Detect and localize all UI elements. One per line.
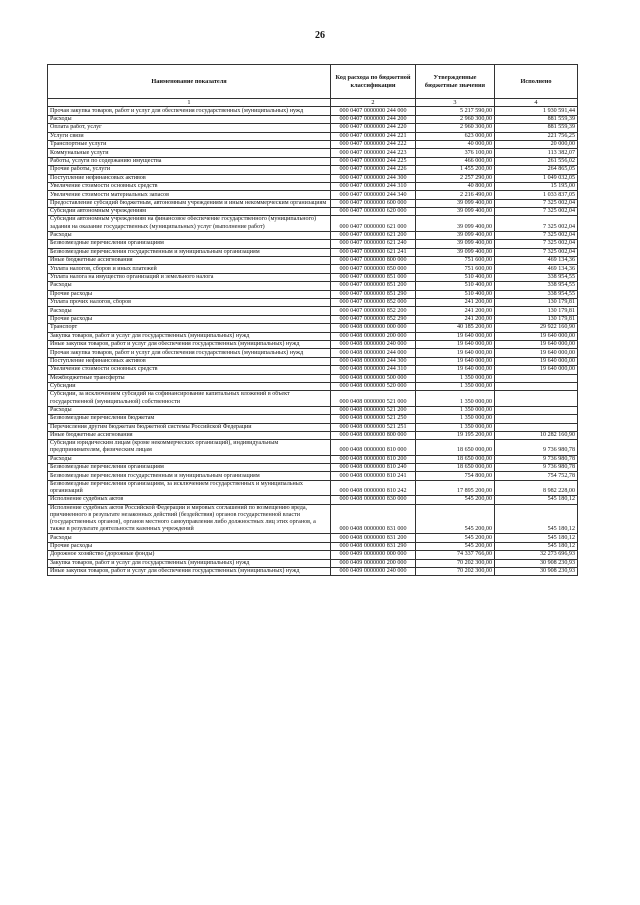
row-name: Иные бюджетные ассигнования [48, 257, 331, 265]
table-row [48, 423, 578, 431]
row-approved: 510 400,00 [416, 282, 495, 290]
row-name: Увеличение стоимости основных средств [48, 182, 331, 190]
row-approved: 2 960 300,00 [416, 115, 495, 123]
row-code: 000 0408 0000000 831 200 [331, 534, 416, 542]
row-executed: 7 325 002,04 [495, 248, 578, 256]
row-executed: 7 325 002,04 [495, 208, 578, 216]
table-row [48, 464, 578, 472]
row-name: Прочая закупка товаров, работ и услуг для обеспечения государственных (муниципальных) нужд [48, 107, 331, 115]
row-approved: 40 000,00 [416, 140, 495, 148]
table-row [48, 299, 578, 307]
row-code: 000 0408 0000000 521 251 [331, 423, 416, 431]
row-name: Безвозмездные перечисления организациям, за исключением государственных и муниципальных организаций [48, 480, 331, 495]
row-executed [495, 415, 578, 423]
column-number: 2 [331, 99, 416, 107]
row-name: Субсидии автономным учреждениям [48, 208, 331, 216]
row-code: 000 0407 0000000 244 220 [331, 124, 416, 132]
row-code: 000 0407 0000000 851 000 [331, 273, 416, 281]
row-name: Иные закупки товаров, работ и услуг для обеспечения государственных (муниципальных) нужд [48, 568, 331, 576]
table-row [48, 472, 578, 480]
table-row [48, 534, 578, 542]
table-row [48, 115, 578, 123]
page-number: 26 [315, 30, 325, 41]
table-row [48, 559, 578, 567]
row-code: 000 0409 0000000 000 000 [331, 551, 416, 559]
row-name: Прочие расходы [48, 542, 331, 550]
table-row [48, 124, 578, 132]
row-executed: 261 556,02 [495, 157, 578, 165]
row-executed: 19 640 000,00 [495, 357, 578, 365]
table-row [48, 324, 578, 332]
row-approved: 19 640 000,00 [416, 332, 495, 340]
row-executed: 9 736 980,78 [495, 440, 578, 455]
table-row [48, 282, 578, 290]
row-executed: 469 134,36 [495, 265, 578, 273]
row-name: Безвозмездные перечисления бюджетам [48, 415, 331, 423]
row-executed: 881 559,39 [495, 115, 578, 123]
row-approved: 39 099 400,00 [416, 248, 495, 256]
row-code: 000 0407 0000000 244 223 [331, 149, 416, 157]
row-name: Расходы [48, 307, 331, 315]
row-name: Закупка товаров, работ и услуг для государственных (муниципальных) нужд [48, 559, 331, 567]
row-executed [495, 374, 578, 382]
row-code: 000 0409 0000000 240 000 [331, 568, 416, 576]
table-row [48, 199, 578, 207]
row-approved: 2 960 300,00 [416, 124, 495, 132]
row-approved: 1 350 000,00 [416, 423, 495, 431]
row-name: Субсидии, за исключением субсидий на софинансирование капитальных вложений в объект государственной (муниципальной) собственности [48, 391, 331, 406]
row-executed: 7 325 002,04 [495, 216, 578, 231]
table-row [48, 340, 578, 348]
row-name: Дорожное хозяйство (дорожные фонды) [48, 551, 331, 559]
row-name: Увеличение стоимости основных средств [48, 366, 331, 374]
row-approved: 545 200,00 [416, 542, 495, 550]
row-code: 000 0407 0000000 244 221 [331, 132, 416, 140]
row-executed: 1 049 032,05 [495, 174, 578, 182]
row-name: Транспортные услуги [48, 140, 331, 148]
row-executed: 29 922 160,90 [495, 324, 578, 332]
row-name: Предоставление субсидий бюджетным, автономным учреждениям и иным некоммерческим организациям [48, 199, 331, 207]
row-code: 000 0408 0000000 000 000 [331, 324, 416, 332]
row-name: Уплата прочих налогов, сборов [48, 299, 331, 307]
row-name: Субсидии автономным учреждениям на финансовое обеспечение государственного (муниципального) задания на оказание государственных (муниципальных) услуг (выполнение работ) [48, 216, 331, 231]
row-executed: 1 930 591,44 [495, 107, 578, 115]
row-code: 000 0407 0000000 621 000 [331, 216, 416, 231]
row-approved: 5 217 590,00 [416, 107, 495, 115]
row-name: Безвозмездные перечисления организациям [48, 464, 331, 472]
row-approved: 545 200,00 [416, 496, 495, 504]
row-executed: 9 736 980,78 [495, 455, 578, 463]
row-executed: 8 982 228,00 [495, 480, 578, 495]
row-executed: 338 954,55 [495, 282, 578, 290]
row-executed: 19 640 000,00 [495, 332, 578, 340]
row-executed: 130 179,81 [495, 315, 578, 323]
row-code: 000 0407 0000000 852 290 [331, 315, 416, 323]
row-code: 000 0408 0000000 521 000 [331, 391, 416, 406]
row-executed: 545 180,12 [495, 534, 578, 542]
table-row [48, 551, 578, 559]
row-name: Субсидии юридическим лицам (кроме некоммерческих организаций), индивидуальным предпринимателям, физическим лицам [48, 440, 331, 455]
row-executed: 130 179,81 [495, 299, 578, 307]
row-code: 000 0407 0000000 600 000 [331, 199, 416, 207]
table-row [48, 366, 578, 374]
row-code: 000 0407 0000000 244 310 [331, 182, 416, 190]
row-name: Субсидии [48, 382, 331, 390]
row-code: 000 0408 0000000 810 200 [331, 455, 416, 463]
row-approved: 510 400,00 [416, 273, 495, 281]
row-code: 000 0407 0000000 851 290 [331, 290, 416, 298]
row-approved: 751 600,00 [416, 265, 495, 273]
row-approved: 751 600,00 [416, 257, 495, 265]
column-number: 3 [416, 99, 495, 107]
row-approved: 1 350 000,00 [416, 391, 495, 406]
row-name: Перечисления другим бюджетам бюджетной системы Российской Федерации [48, 423, 331, 431]
row-executed: 20 000,00 [495, 140, 578, 148]
row-approved: 18 650 000,00 [416, 440, 495, 455]
row-name: Расходы [48, 115, 331, 123]
row-name: Исполнение судебных актов Российской Федерации и мировых соглашений по возмещению вреда, причиненного в результате незаконных действий (бездействия) органов государственной власти (государственных органов), органов местного самоуправления либо должностных лиц этих органов, а также в результате деятельности казенных учреждений [48, 504, 331, 534]
row-name: Увеличение стоимости материальных запасов [48, 191, 331, 199]
table-row [48, 166, 578, 174]
table-row [48, 240, 578, 248]
row-code: 000 0407 0000000 852 000 [331, 299, 416, 307]
row-executed: 881 559,39 [495, 124, 578, 132]
row-name: Межбюджетные трансферты [48, 374, 331, 382]
row-name: Безвозмездные перечисления государственным и муниципальным организациям [48, 472, 331, 480]
row-code: 000 0408 0000000 810 241 [331, 472, 416, 480]
row-approved: 39 099 400,00 [416, 199, 495, 207]
row-code: 000 0407 0000000 244 226 [331, 166, 416, 174]
table-row [48, 415, 578, 423]
row-approved: 1 350 000,00 [416, 374, 495, 382]
row-name: Расходы [48, 534, 331, 542]
row-approved: 39 099 400,00 [416, 231, 495, 239]
row-approved: 39 099 400,00 [416, 240, 495, 248]
row-name: Поступление нефинансовых активов [48, 357, 331, 365]
row-executed: 19 640 000,00 [495, 340, 578, 348]
table-row [48, 149, 578, 157]
row-executed: 7 325 002,04 [495, 231, 578, 239]
header-code: Код расхода по бюджетной классификации [331, 65, 416, 99]
row-code: 000 0408 0000000 521 200 [331, 406, 416, 414]
table-row [48, 332, 578, 340]
row-executed: 545 180,12 [495, 496, 578, 504]
row-code: 000 0408 0000000 244 000 [331, 349, 416, 357]
row-name: Иные закупки товаров, работ и услуг для обеспечения государственных (муниципальных) нужд [48, 340, 331, 348]
budget-execution-table [47, 64, 578, 576]
table-row [48, 248, 578, 256]
row-approved: 545 200,00 [416, 534, 495, 542]
row-approved: 545 200,00 [416, 504, 495, 534]
row-name: Расходы [48, 455, 331, 463]
row-code: 000 0407 0000000 244 000 [331, 107, 416, 115]
row-name: Расходы [48, 406, 331, 414]
row-name: Прочие работы, услуги [48, 166, 331, 174]
row-name: Прочие расходы [48, 290, 331, 298]
row-approved: 17 895 200,00 [416, 480, 495, 495]
row-name: Поступление нефинансовых активов [48, 174, 331, 182]
row-executed: 32 273 696,93 [495, 551, 578, 559]
row-code: 000 0408 0000000 244 310 [331, 366, 416, 374]
table-row [48, 157, 578, 165]
table-row [48, 480, 578, 495]
row-executed: 545 180,12 [495, 504, 578, 534]
row-approved: 40 800,00 [416, 182, 495, 190]
row-executed: 469 134,36 [495, 257, 578, 265]
row-approved: 376 100,00 [416, 149, 495, 157]
row-code: 000 0408 0000000 240 000 [331, 340, 416, 348]
row-code: 000 0408 0000000 810 240 [331, 464, 416, 472]
row-code: 000 0407 0000000 244 200 [331, 115, 416, 123]
row-approved: 39 099 400,00 [416, 208, 495, 216]
table-row [48, 504, 578, 534]
table-row [48, 140, 578, 148]
row-code: 000 0409 0000000 200 000 [331, 559, 416, 567]
row-code: 000 0407 0000000 850 000 [331, 265, 416, 273]
row-code: 000 0407 0000000 621 240 [331, 240, 416, 248]
row-approved: 19 640 000,00 [416, 357, 495, 365]
row-executed: 264 865,05 [495, 166, 578, 174]
row-executed: 30 908 230,93 [495, 559, 578, 567]
row-name: Закупка товаров, работ и услуг для государственных (муниципальных) нужд [48, 332, 331, 340]
row-executed: 7 325 002,04 [495, 199, 578, 207]
row-executed: 221 756,25 [495, 132, 578, 140]
row-approved: 70 202 300,00 [416, 568, 495, 576]
row-approved: 241 200,00 [416, 307, 495, 315]
row-code: 000 0408 0000000 830 000 [331, 496, 416, 504]
row-executed: 338 954,55 [495, 290, 578, 298]
row-code: 000 0408 0000000 831 000 [331, 504, 416, 534]
row-name: Уплата налогов, сборов и иных платежей [48, 265, 331, 273]
column-number: 1 [48, 99, 331, 107]
row-approved: 74 337 766,00 [416, 551, 495, 559]
row-code: 000 0408 0000000 810 000 [331, 440, 416, 455]
row-approved: 241 200,00 [416, 315, 495, 323]
row-approved: 1 455 200,00 [416, 166, 495, 174]
row-name: Исполнение судебных актов [48, 496, 331, 504]
table-row [48, 496, 578, 504]
row-name: Уплата налога на имущество организаций и земельного налога [48, 273, 331, 281]
table-row [48, 216, 578, 231]
row-approved: 19 640 000,00 [416, 366, 495, 374]
row-approved: 754 800,00 [416, 472, 495, 480]
row-code: 000 0408 0000000 521 250 [331, 415, 416, 423]
row-name: Прочие расходы [48, 315, 331, 323]
row-executed: 338 954,55 [495, 273, 578, 281]
row-approved: 510 400,00 [416, 290, 495, 298]
row-executed: 30 908 230,93 [495, 568, 578, 576]
row-name: Расходы [48, 282, 331, 290]
row-name: Прочая закупка товаров, работ и услуг для обеспечения государственных (муниципальных) нужд [48, 349, 331, 357]
row-approved: 40 185 200,00 [416, 324, 495, 332]
row-approved: 18 650 000,00 [416, 455, 495, 463]
row-executed: 1 033 837,05 [495, 191, 578, 199]
header-name: Наименование показателя [48, 65, 331, 99]
row-name: Оплата работ, услуг [48, 124, 331, 132]
row-executed: 113 382,07 [495, 149, 578, 157]
table-row [48, 349, 578, 357]
table-row [48, 231, 578, 239]
row-approved: 466 000,00 [416, 157, 495, 165]
row-executed [495, 382, 578, 390]
table-row [48, 382, 578, 390]
row-executed: 10 282 160,90 [495, 431, 578, 439]
table-row [48, 132, 578, 140]
row-name: Транспорт [48, 324, 331, 332]
table-row [48, 273, 578, 281]
row-executed: 19 640 000,00 [495, 366, 578, 374]
row-executed [495, 406, 578, 414]
row-approved: 19 195 200,00 [416, 431, 495, 439]
table-row [48, 568, 578, 576]
header-executed: Исполнено [495, 65, 578, 99]
row-code: 000 0407 0000000 244 300 [331, 174, 416, 182]
row-code: 000 0407 0000000 621 241 [331, 248, 416, 256]
row-code: 000 0408 0000000 500 000 [331, 374, 416, 382]
row-approved: 241 200,00 [416, 299, 495, 307]
row-code: 000 0407 0000000 244 222 [331, 140, 416, 148]
row-name: Безвозмездные перечисления организациям [48, 240, 331, 248]
table-row [48, 357, 578, 365]
row-name: Услуги связи [48, 132, 331, 140]
row-executed [495, 391, 578, 406]
row-code: 000 0408 0000000 520 000 [331, 382, 416, 390]
row-code: 000 0407 0000000 851 200 [331, 282, 416, 290]
table-row [48, 307, 578, 315]
table-row [48, 107, 578, 115]
row-executed: 7 325 002,04 [495, 240, 578, 248]
row-executed: 754 752,78 [495, 472, 578, 480]
row-code: 000 0408 0000000 800 000 [331, 431, 416, 439]
row-approved: 19 640 000,00 [416, 349, 495, 357]
table-row [48, 455, 578, 463]
row-approved: 623 000,00 [416, 132, 495, 140]
row-executed: 545 180,12 [495, 542, 578, 550]
row-approved: 19 640 000,00 [416, 340, 495, 348]
row-approved: 1 350 000,00 [416, 415, 495, 423]
table-body [48, 107, 578, 576]
table-header [48, 65, 578, 107]
table-row [48, 191, 578, 199]
row-code: 000 0408 0000000 200 000 [331, 332, 416, 340]
row-executed: 9 736 980,78 [495, 464, 578, 472]
row-name: Коммунальные услуги [48, 149, 331, 157]
table-row [48, 542, 578, 550]
row-code: 000 0407 0000000 244 225 [331, 157, 416, 165]
column-number: 4 [495, 99, 578, 107]
row-approved: 2 257 290,00 [416, 174, 495, 182]
row-approved: 2 216 490,00 [416, 191, 495, 199]
row-executed: 19 640 000,00 [495, 349, 578, 357]
table-row [48, 290, 578, 298]
header-approved: Утвержденные бюджетные значения [416, 65, 495, 99]
table-row [48, 174, 578, 182]
row-name: Безвозмездные перечисления государственным и муниципальным организациям [48, 248, 331, 256]
table-row [48, 182, 578, 190]
row-approved: 39 099 400,00 [416, 216, 495, 231]
row-executed: 130 179,81 [495, 307, 578, 315]
row-code: 000 0408 0000000 831 290 [331, 542, 416, 550]
row-name: Иные бюджетные ассигнования [48, 431, 331, 439]
row-code: 000 0408 0000000 244 300 [331, 357, 416, 365]
row-name: Работы, услуги по содержанию имущества [48, 157, 331, 165]
row-code: 000 0407 0000000 620 000 [331, 208, 416, 216]
table-row [48, 315, 578, 323]
table-row [48, 391, 578, 406]
row-approved: 70 202 300,00 [416, 559, 495, 567]
row-approved: 1 350 000,00 [416, 382, 495, 390]
row-code: 000 0407 0000000 852 200 [331, 307, 416, 315]
row-executed: 15 195,00 [495, 182, 578, 190]
table-row [48, 257, 578, 265]
row-code: 000 0407 0000000 244 340 [331, 191, 416, 199]
row-approved: 1 350 000,00 [416, 406, 495, 414]
table-row [48, 440, 578, 455]
row-code: 000 0407 0000000 800 000 [331, 257, 416, 265]
table-row [48, 208, 578, 216]
row-name: Расходы [48, 231, 331, 239]
row-executed [495, 423, 578, 431]
table-row [48, 431, 578, 439]
row-approved: 18 650 000,00 [416, 464, 495, 472]
row-code: 000 0407 0000000 621 200 [331, 231, 416, 239]
table-row [48, 265, 578, 273]
table-row [48, 374, 578, 382]
row-code: 000 0408 0000000 810 242 [331, 480, 416, 495]
table-row [48, 406, 578, 414]
